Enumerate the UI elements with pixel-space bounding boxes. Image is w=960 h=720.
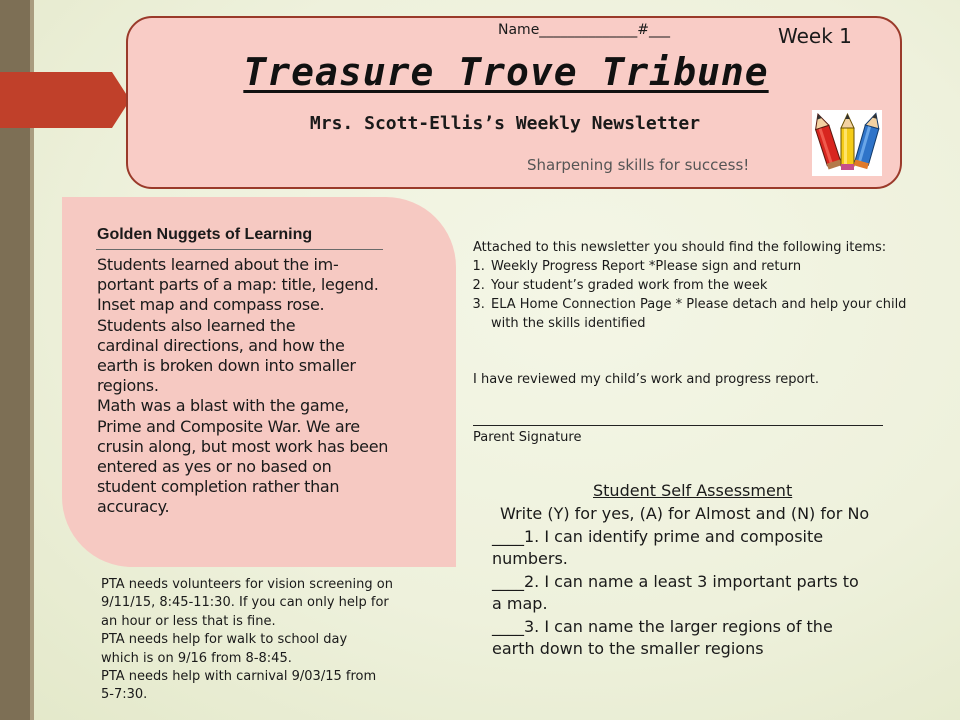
week-label: Week 1 <box>778 24 852 48</box>
nuggets-line: Students learned about the im- <box>97 255 339 274</box>
self-assessment-line: ____3. I can name the larger regions of the <box>492 616 833 636</box>
attached-items-section <box>473 238 913 333</box>
review-statement: I have reviewed my child’s work and progress report. <box>473 372 820 387</box>
attached-items-list <box>473 257 913 333</box>
self-assessment-line: ____2. I can name a least 3 important parts to <box>492 571 859 591</box>
attached-item: 3. ELA Home Connection Page * Please detach and help your child with the skills identified <box>489 295 913 333</box>
pta-line: 5-7:30. <box>101 687 148 703</box>
nuggets-line: entered as yes or no based on <box>97 457 332 477</box>
signature-line <box>473 425 883 426</box>
golden-nuggets-title: Golden Nuggets of Learning <box>97 226 313 243</box>
pta-line: PTA needs volunteers for vision screening on <box>101 577 393 592</box>
pta-line: 9/11/15, 8:45-11:30. If you can only help for <box>101 595 389 611</box>
nuggets-line: Math was a blast with the game, <box>97 396 349 416</box>
signature-label: Parent Signature <box>473 430 582 445</box>
pencils-icon <box>812 110 882 176</box>
nuggets-line: regions. <box>97 376 159 396</box>
self-assessment-items <box>492 526 912 660</box>
attached-item: 2. Your student’s graded work from the week <box>489 276 913 295</box>
pta-announcements <box>101 576 451 705</box>
pta-line: an hour or less that is fine. <box>101 613 276 629</box>
newsletter-title: Treasure Trove Tribune <box>243 50 769 94</box>
golden-nuggets-text <box>97 255 442 518</box>
golden-nuggets-title-rule <box>96 249 383 250</box>
self-assessment-title: Student Self Assessment <box>593 481 793 500</box>
nuggets-line: accuracy. <box>97 497 170 517</box>
pta-line: PTA needs help for walk to school day <box>101 632 348 648</box>
nuggets-line: Prime and Composite War. We are <box>97 416 360 436</box>
nuggets-line: earth is broken down into smaller <box>97 356 356 376</box>
pta-line: which is on 9/16 from 8-8:45. <box>101 650 292 666</box>
nuggets-line: portant parts of a map: title, legend. <box>97 275 379 295</box>
self-assessment-line: a map. <box>492 594 548 614</box>
pta-line: PTA needs help with carnival 9/03/15 from <box>101 669 377 685</box>
newsletter-tagline: Sharpening skills for success! <box>527 156 750 174</box>
nuggets-line: cardinal directions, and how the <box>97 335 345 355</box>
attached-intro: Attached to this newsletter you should find the following items: <box>473 240 887 255</box>
self-assessment-line: earth down to the smaller regions <box>492 639 764 659</box>
newsletter-subtitle: Mrs. Scott-Ellis’s Weekly Newsletter <box>309 113 701 134</box>
self-assessment-instructions: Write (Y) for yes, (A) for Almost and (N) for No <box>500 504 870 523</box>
attached-item: 1. Weekly Progress Report *Please sign and return <box>489 257 913 276</box>
red-accent-tab <box>0 72 112 128</box>
self-assessment-line: numbers. <box>492 549 568 569</box>
self-assessment-line: ____1. I can identify prime and composite <box>492 527 824 546</box>
nuggets-line: Students also learned the <box>97 315 296 335</box>
nuggets-line: student completion rather than <box>97 477 340 497</box>
name-number-line: Name______________#___ <box>498 22 671 38</box>
nuggets-line: crusin along, but most work has been <box>97 436 389 456</box>
nuggets-line: Inset map and compass rose. <box>97 295 325 315</box>
